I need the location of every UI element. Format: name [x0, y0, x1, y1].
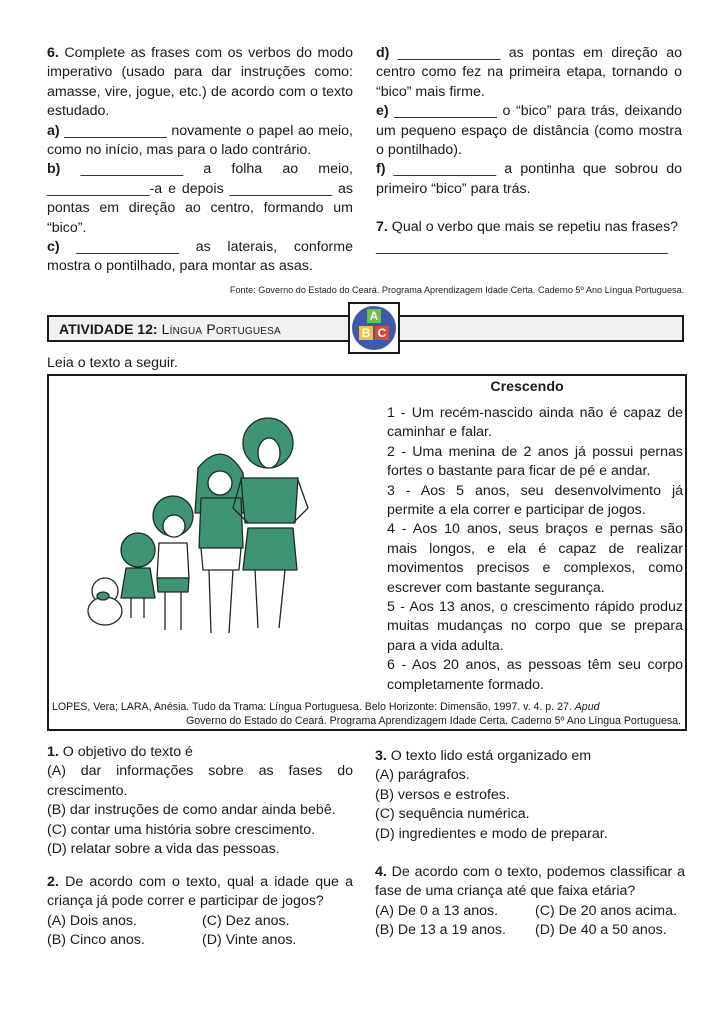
question-1 — [47, 743, 353, 859]
question-2-option-a[interactable]: (A) Dois anos. — [47, 912, 137, 929]
question-1-option-d[interactable]: (D) relatar sobre a vida das pessoas. — [47, 841, 280, 858]
exercise-6-item-f[interactable]: f) _____________ a pontinha que sobrou do primeiro “bico” para trás. — [376, 161, 682, 197]
reading-instruction: Leia o texto a seguir. — [47, 355, 178, 371]
question-1-option-c[interactable]: (C) contar uma história sobre crescimento. — [47, 821, 316, 838]
question-3-option-c[interactable]: (C) sequência numérica. — [375, 806, 530, 823]
block-a-icon: A — [367, 309, 381, 323]
question-1-option-a[interactable]: (A) dar informações sobre as fases do crescimento. — [47, 763, 353, 799]
reading-paragraph: 6 - Aos 20 anos, as pessoas têm seu corpo completamente formado. — [387, 657, 683, 693]
question-2-option-c[interactable]: (C) Dez anos. — [202, 912, 290, 929]
question-4-option-a[interactable]: (A) De 0 a 13 anos. — [375, 902, 499, 919]
reading-text-box — [47, 374, 687, 731]
reading-reference-line-2: Governo do Estado do Ceará. Programa Aprendizagem Idade Certa. Caderno 5º Ano Língua Portuguesa. — [185, 715, 681, 727]
exercise-6-item-d[interactable]: d) _____________ as pontas em direção ao centro como fez na primeira etapa, tornando o “bico” mais firme. — [376, 45, 682, 100]
reading-paragraph: 3 - Aos 5 anos, seu desenvolvimento já permite a ela correr e participar de jogos. — [387, 482, 683, 519]
question-4-prompt: 4. De acordo com o texto, podemos classificar a fase de uma criança até que faixa etária? — [375, 864, 685, 900]
activity-title: ATIVIDADE 12: Língua Portuguesa — [59, 321, 281, 337]
reading-title: Crescendo — [490, 379, 564, 395]
question-4-option-d[interactable]: (D) De 40 a 50 anos. — [535, 922, 667, 939]
exercise-6-item-e[interactable]: e) _____________ o “bico” para trás, deixando um pequeno espaço de distância (como mostra o pontilhado). — [376, 103, 682, 159]
source-citation: Fonte: Governo do Estado do Ceará. Programa Aprendizagem Idade Certa. Caderno 5º Ano Língua Portuguesa. — [229, 285, 684, 296]
question-3-prompt: 3. O texto lido está organizado em — [375, 748, 592, 764]
block-c-icon: C — [375, 326, 389, 340]
exercise-6-item-c[interactable]: c) _____________ as laterais, conforme — [47, 239, 353, 256]
exercise-7-answer-line[interactable]: _____________________________________ — [376, 238, 668, 255]
exercise-6 — [47, 44, 353, 277]
question-1-prompt: 1. O objetivo do texto é — [47, 744, 193, 760]
exercise-6-item-c-rest: mostra o pontilhado, para montar as asas. — [47, 258, 313, 275]
question-4-option-b[interactable]: (B) De 13 a 19 anos. — [375, 922, 506, 939]
growth-stages-illustration — [83, 398, 353, 648]
exercise-6-item-b[interactable]: b) _____________ a folha ao meio, — [47, 161, 353, 178]
question-2 — [47, 873, 353, 951]
question-2-option-d[interactable]: (D) Vinte anos. — [202, 932, 297, 949]
question-4 — [375, 863, 685, 941]
question-2-option-b[interactable]: (B) Cinco anos. — [47, 932, 145, 949]
abc-logo-icon — [348, 302, 400, 354]
question-3 — [375, 747, 685, 844]
reading-body — [387, 404, 683, 695]
reading-paragraph: 4 - Aos 10 anos, seus braços e pernas são mais longos, e ela é capaz de realizar movimentos precisos e complexos, como escrever com bastante segurança. — [387, 521, 683, 596]
question-3-option-b[interactable]: (B) versos e estrofes. — [375, 786, 510, 803]
block-b-icon: B — [359, 326, 373, 340]
exercise-7-prompt: 7. Qual o verbo que mais se repetiu nas frases? — [376, 219, 679, 236]
reading-paragraph: 5 - Aos 13 anos, o crescimento rápido produz muitas mudanças no corpo que se prepara para a vida adulta. — [387, 599, 683, 654]
exercise-6-item-b-rest: _____________-a e depois _____________ as pontas em direção ao centro, formando um “bico”. — [47, 180, 353, 236]
question-3-option-d[interactable]: (D) ingredientes e modo de preparar. — [375, 825, 608, 842]
exercise-6-prompt: 6. Complete as frases com os verbos do modo imperativo (usado para dar instruções como: amasse, vire, jogue, etc.) de acordo com o texto estudado. — [47, 45, 353, 120]
question-2-prompt: 2. De acordo com o texto, qual a idade que a criança já pode correr e participar de jogos? — [47, 874, 353, 910]
reading-reference-line-1: LOPES, Vera; LARA, Anésia. Tudo da Trama: Língua Portuguesa. Belo Horizonte: Dimensão, 1997. v. 4. p. 27. Apud — [52, 701, 600, 713]
question-3-option-a[interactable]: (A) parágrafos. — [375, 767, 470, 784]
question-4-option-c[interactable]: (C) De 20 anos acima. — [535, 902, 677, 919]
question-1-option-b[interactable]: (B) dar instruções de como andar ainda bebê. — [47, 802, 336, 819]
reading-paragraph: 2 - Uma menina de 2 anos já possui pernas fortes o bastante para ficar de pé e andar. — [387, 443, 683, 480]
exercise-6-item-a[interactable]: a) _____________ novamente o papel ao meio, como no início, mas para o lado contrário. — [47, 122, 353, 159]
reading-paragraph: 1 - Um recém-nascido ainda não é capaz de caminhar e falar. — [387, 405, 683, 441]
abc-logo-circle — [352, 306, 396, 350]
exercise-6-continued — [376, 44, 682, 257]
